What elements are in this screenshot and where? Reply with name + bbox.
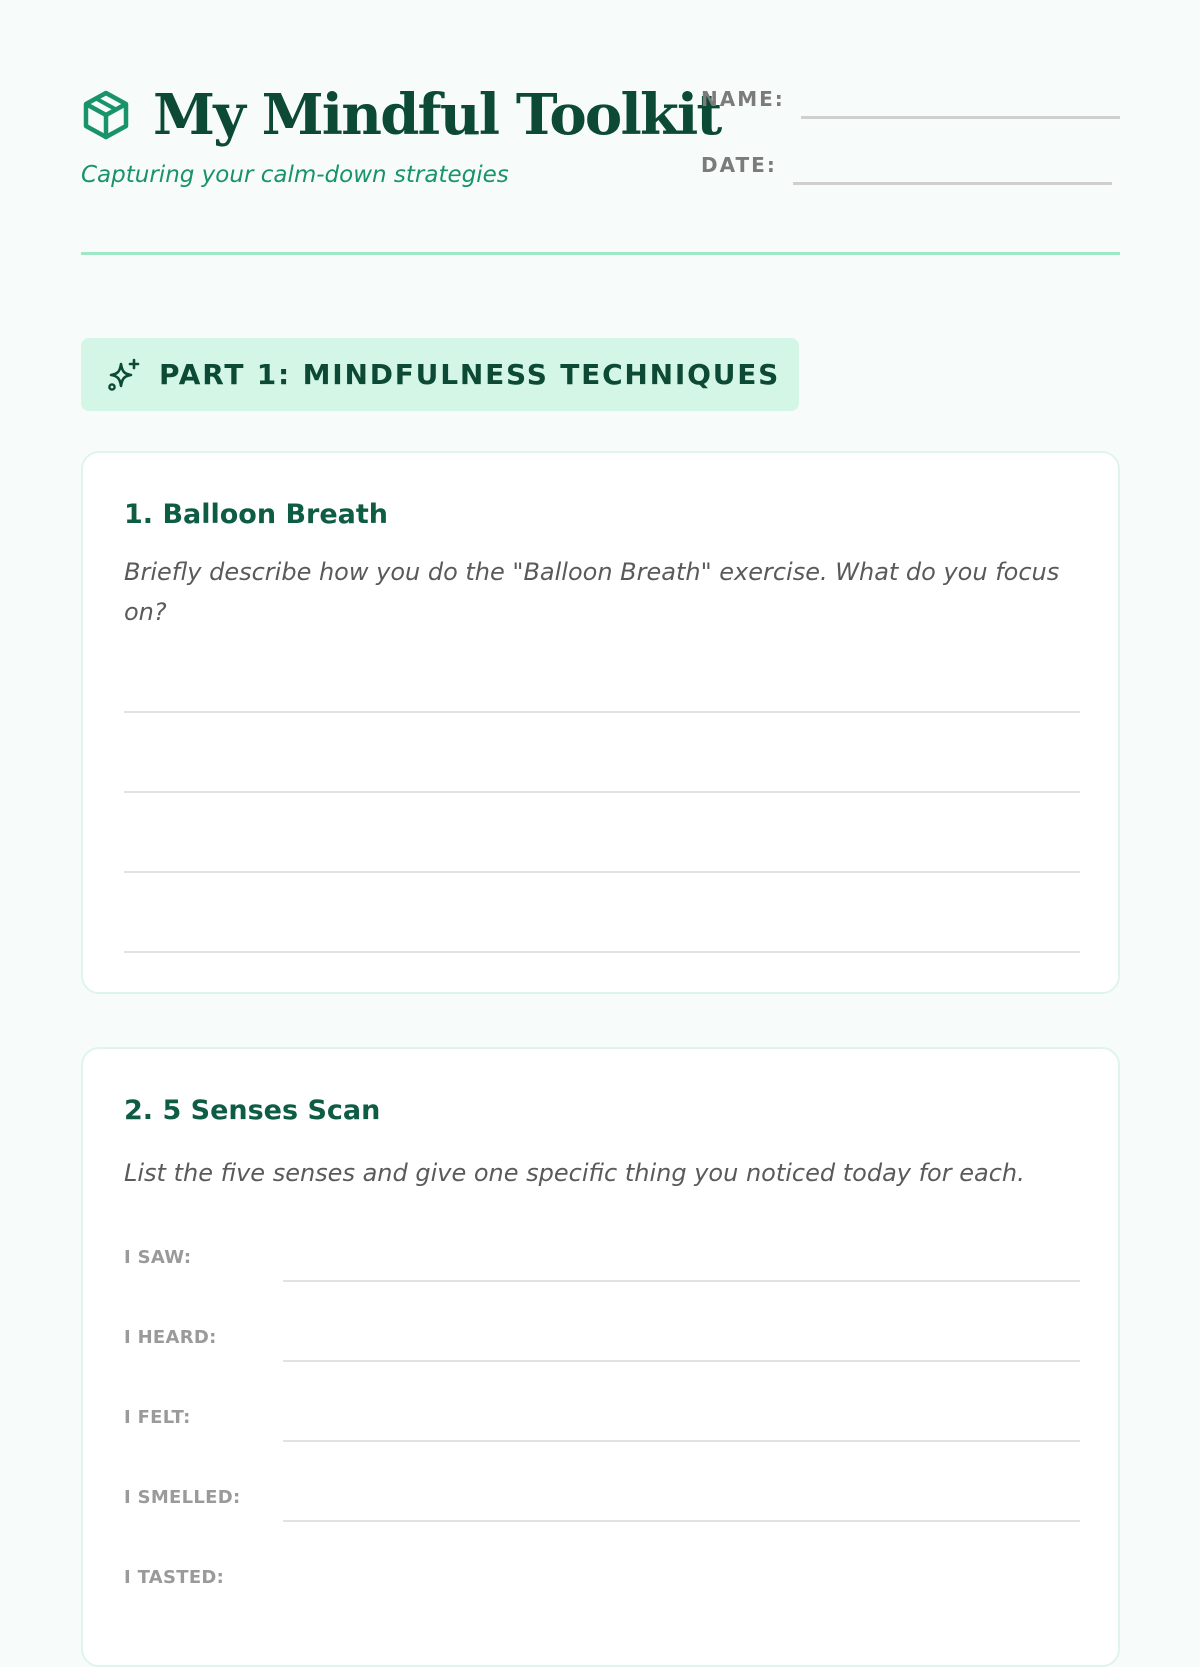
answer-line-3[interactable] bbox=[124, 871, 1080, 873]
answer-line-2[interactable] bbox=[124, 791, 1080, 793]
page-subtitle: Capturing your calm-down strategies bbox=[81, 162, 509, 188]
date-label: DATE: bbox=[701, 153, 777, 177]
card-prompt: List the five senses and give one specific thing you noticed today for each. bbox=[124, 1159, 1025, 1187]
sense-label-smelled: I SMELLED: bbox=[124, 1487, 241, 1508]
name-label: NAME: bbox=[701, 87, 785, 111]
card-title: 1. Balloon Breath bbox=[124, 499, 389, 530]
sparkles-icon bbox=[107, 358, 141, 392]
name-input-line[interactable] bbox=[801, 116, 1120, 119]
sense-line-heard[interactable] bbox=[283, 1360, 1080, 1362]
page-title: My Mindful Toolkit bbox=[153, 82, 721, 148]
sense-label-heard: I HEARD: bbox=[124, 1327, 217, 1348]
sense-label-tasted: I TASTED: bbox=[124, 1567, 225, 1588]
sense-line-felt[interactable] bbox=[283, 1440, 1080, 1442]
date-input-line[interactable] bbox=[793, 182, 1112, 185]
cube-icon bbox=[81, 90, 131, 140]
sense-line-saw[interactable] bbox=[283, 1280, 1080, 1282]
worksheet-page bbox=[81, 0, 1120, 1600]
card-title: 2. 5 Senses Scan bbox=[124, 1095, 381, 1126]
section-banner-part1 bbox=[81, 338, 799, 411]
answer-line-1[interactable] bbox=[124, 711, 1080, 713]
sense-line-smelled[interactable] bbox=[283, 1520, 1080, 1522]
card-five-senses bbox=[81, 1047, 1120, 1667]
card-balloon-breath bbox=[81, 451, 1120, 994]
answer-line-4[interactable] bbox=[124, 951, 1080, 953]
name-field[interactable] bbox=[701, 84, 1120, 114]
section-title: PART 1: MINDFULNESS TECHNIQUES bbox=[159, 358, 781, 391]
sense-label-felt: I FELT: bbox=[124, 1407, 191, 1428]
header-divider bbox=[81, 252, 1120, 255]
title-row bbox=[81, 80, 721, 150]
header bbox=[81, 0, 1120, 255]
sense-label-saw: I SAW: bbox=[124, 1247, 192, 1268]
date-field[interactable] bbox=[701, 150, 1120, 180]
card-prompt: Briefly describe how you do the "Balloon Breath" exercise. What do you focus on? bbox=[124, 558, 1060, 626]
